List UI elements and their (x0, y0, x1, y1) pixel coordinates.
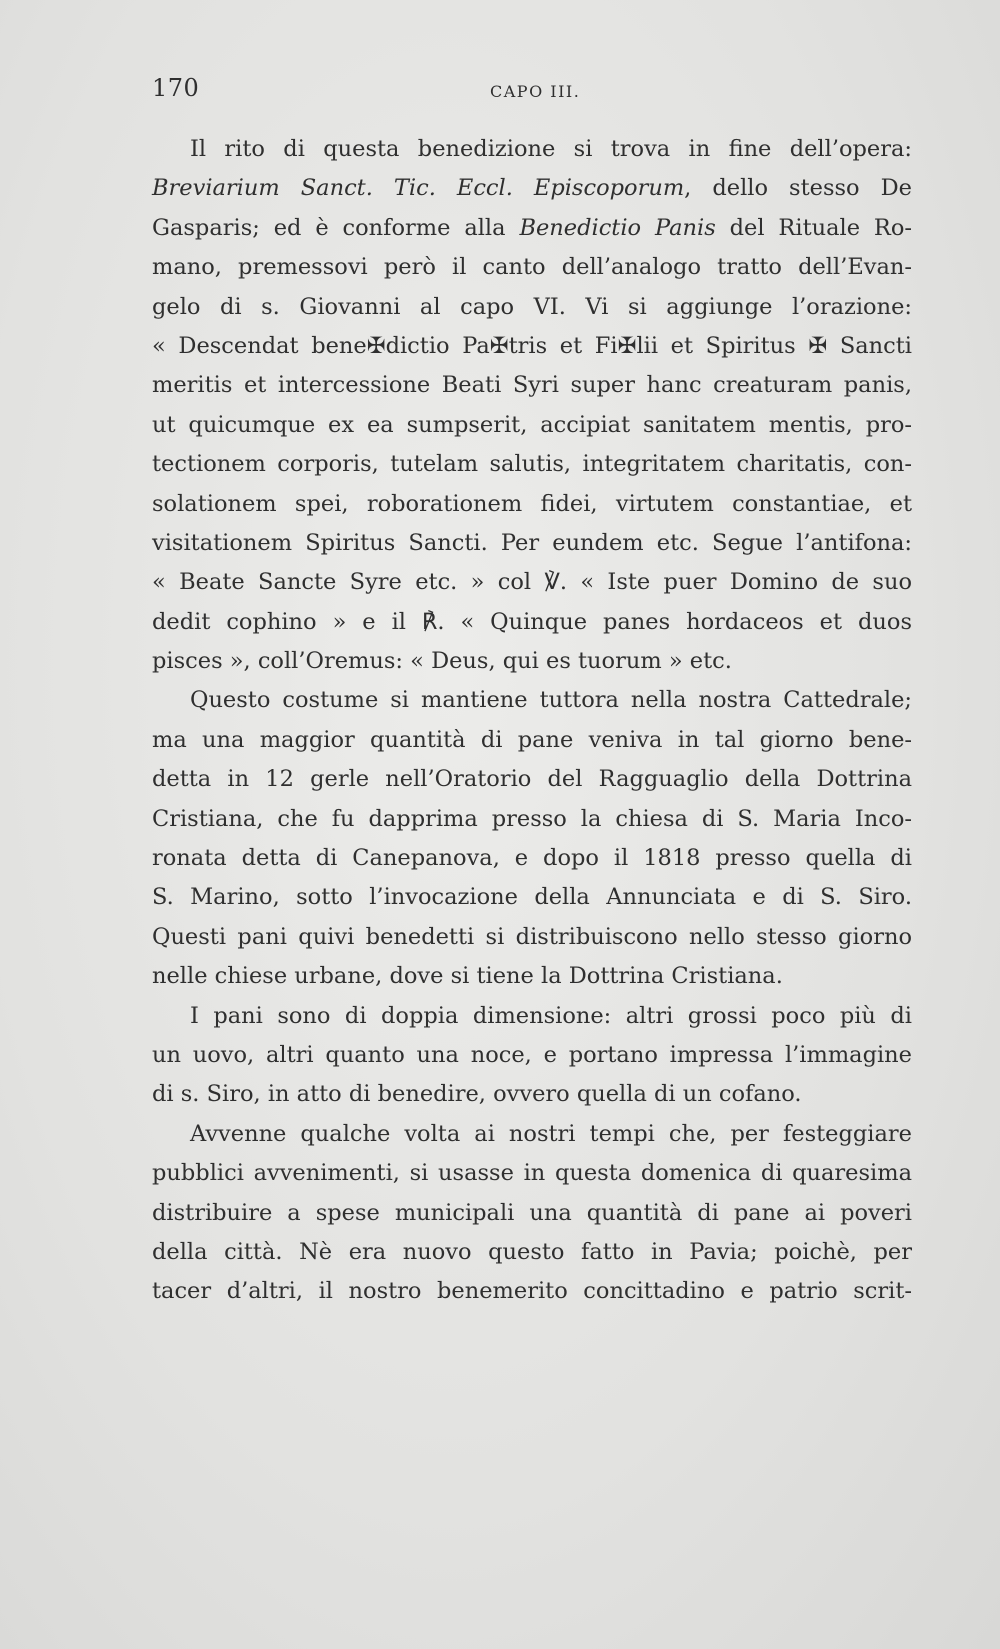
text-line: Breviarium Sanct. Tic. Eccl. Episcoporum, dello stesso De (152, 175, 913, 202)
text-line: Il rito di questa benedizione si trova in fine dell’opera: (190, 136, 912, 162)
running-head (152, 74, 912, 114)
text-line: Avvenne qualche volta ai nostri tempi che, per festeggiare (190, 1120, 912, 1147)
text-line: dedit cophino » e il ℟. « Quinque panes hordaceos et duos (152, 608, 912, 635)
text-line: meritis et intercessione Beati Syri super hanc creaturam panis, (152, 372, 912, 399)
body-text (152, 130, 912, 1312)
text-line: nelle chiese urbane, dove si tiene la Dottrina Cristiana. (152, 963, 783, 990)
text-line: gelo di s. Giovanni al capo VI. Vi si aggiunge l’orazione: (152, 293, 912, 320)
text-line: ut quicumque ex ea sumpserit, accipiat sanitatem mentis, pro- (152, 411, 912, 438)
text-line: tectionem corporis, tutelam salutis, integritatem charitatis, con- (152, 451, 912, 478)
text-line: Gasparis; ed è conforme alla Benedictio Panis del Rituale Ro- (152, 214, 913, 241)
text-line: ma una maggior quantità di pane veniva in tal giorno bene- (152, 726, 912, 753)
text-line: mano, premessovi però il canto dell’analogo tratto dell’Evan- (152, 254, 912, 281)
text-line: pisces », coll’Oremus: « Deus, qui es tuorum » etc. (152, 648, 732, 675)
text-line: un uovo, altri quanto una noce, e portano impressa l’immagine (152, 1041, 912, 1068)
text-line: visitationem Spiritus Sancti. Per eundem etc. Segue l’antifona: (152, 529, 912, 556)
text-line: Cristiana, che fu dapprima presso la chiesa di S. Maria Inco- (152, 805, 912, 832)
chapter-title: CAPO III. (490, 82, 581, 101)
text-line: di s. Siro, in atto di benedire, ovvero quella di un cofano. (152, 1081, 802, 1108)
text-line: della città. Nè era nuovo questo fatto in Pavia; poichè, per (152, 1238, 912, 1265)
text-line: detta in 12 gerle nell’Oratorio del Ragguaglio della Dottrina (152, 766, 912, 793)
page-number: 170 (152, 74, 200, 102)
text-line: tacer d’altri, il nostro benemerito concittadino e patrio scrit- (152, 1278, 912, 1305)
text-line: solationem spei, roborationem fidei, virtutem constantiae, et (152, 490, 912, 517)
text-line: Questo costume si mantiene tuttora nella nostra Cattedrale; (190, 687, 912, 714)
text-line: pubblici avvenimenti, si usasse in questa domenica di quaresima (152, 1160, 912, 1187)
text-line: distribuire a spese municipali una quantità di pane ai poveri (152, 1199, 912, 1226)
text-line: « Descendat bene✠dictio Pa✠tris et Fi✠lii et Spiritus ✠ Sancti (152, 332, 912, 359)
text-line: « Beate Sancte Syre etc. » col ℣. « Iste puer Domino de suo (152, 569, 912, 596)
text-line: ronata detta di Canepanova, e dopo il 1818 presso quella di (152, 845, 912, 872)
text-line: I pani sono di doppia dimensione: altri grossi poco più di (190, 1002, 912, 1029)
text-line: S. Marino, sotto l’invocazione della Annunciata e di S. Siro. (152, 884, 912, 911)
text-line: Questi pani quivi benedetti si distribuiscono nello stesso giorno (152, 923, 912, 950)
